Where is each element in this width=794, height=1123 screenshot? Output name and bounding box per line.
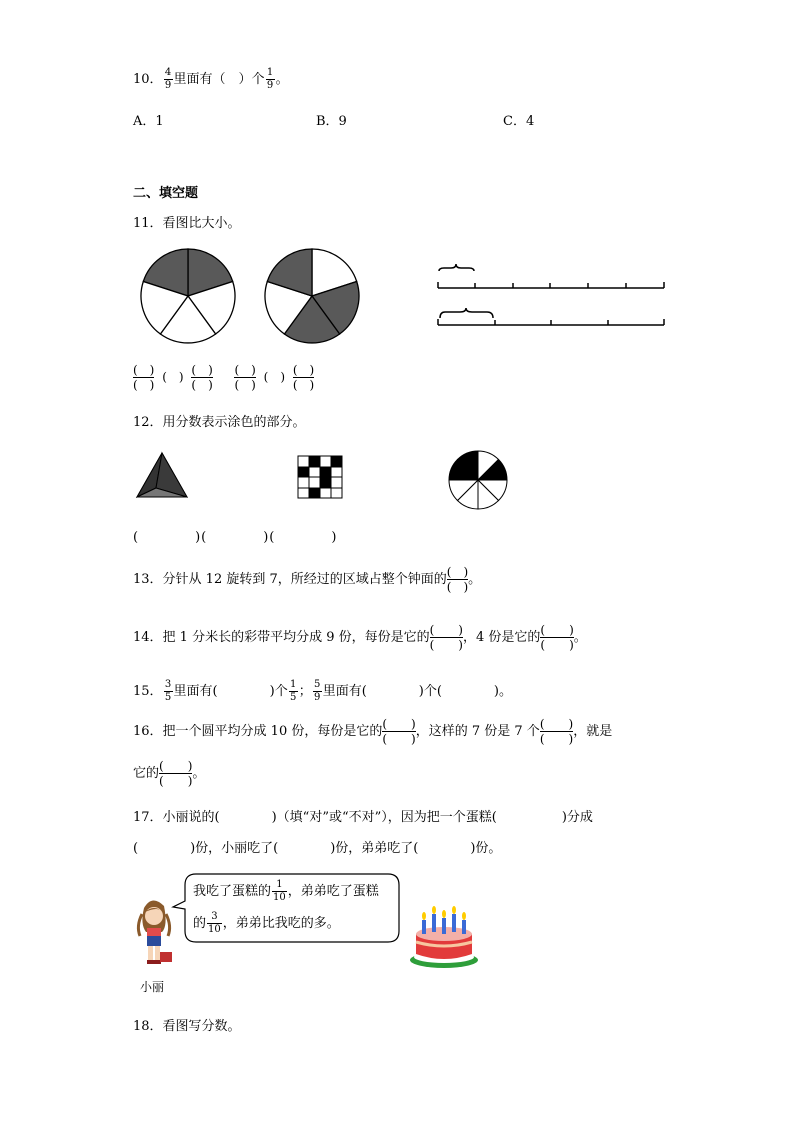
option-b[interactable]: B．9 — [316, 114, 347, 129]
segment-bars — [436, 268, 666, 332]
option-c[interactable]: C．4 — [503, 114, 535, 129]
fraction: $\frac{3}{10}$ — [208, 911, 221, 935]
q17-line1: 17．小丽说的( )（填“对”或“不对”），因为把一个蛋糕( )分成 — [133, 810, 593, 825]
circle-eighths-figure — [448, 450, 508, 510]
triangle-figure — [136, 452, 188, 498]
bubble-line2: 的 $\frac{3}{10}$ ，弟弟比我吃的多。 — [193, 911, 340, 935]
blank-fraction[interactable]: ( ) ( ) — [429, 623, 463, 652]
blank-fraction[interactable]: ( ) ( ) — [133, 363, 155, 392]
blank-fraction[interactable]: ( ) ( ) — [292, 363, 315, 392]
blank-fraction[interactable]: ( ) ( ) — [382, 717, 416, 746]
blank-fraction[interactable]: ( ) ( ) — [234, 363, 256, 392]
section-title: 二、填空题 — [133, 186, 199, 201]
q10-line: 10． $\frac{4}{9}$ 里面有（ ）个 $\frac{1}{9}$ 。 — [133, 67, 289, 91]
blank-fraction[interactable]: ( ) ( ) — [446, 565, 469, 594]
q13-line: 13．分针从 12 旋转到 7，所经过的区域占整个钟面的 ( ) ( ) 。 — [133, 565, 482, 594]
q12-answers[interactable]: ( )( )( ) — [133, 530, 338, 545]
fraction: $\frac{5}{9}$ — [314, 679, 321, 703]
blank-fraction[interactable]: ( ) ( ) — [191, 363, 213, 392]
blank-compare[interactable]: ( ) — [162, 370, 184, 384]
grid-figure — [297, 455, 343, 499]
blank-fraction[interactable]: ( ) ( ) — [159, 759, 193, 788]
option-a[interactable]: A．1 — [133, 114, 164, 129]
q16-line2: 它的 ( ) ( ) 。 — [133, 759, 206, 788]
pie-chart-left — [140, 248, 236, 344]
blank-fraction[interactable]: ( ) ( ) — [540, 623, 574, 652]
q15-line: 15． $\frac{3}{5}$ 里面有( )个 $\frac{1}{5}$ ； $\frac{5}{9}$ 里面有( )个( )。 — [133, 679, 513, 703]
fraction: $\frac{1}{9}$ — [266, 67, 274, 91]
blank-compare[interactable]: ( ) — [263, 370, 286, 384]
girl-name: 小丽 — [140, 980, 165, 994]
fraction: $\frac{3}{5}$ — [164, 679, 172, 703]
pie-chart-right — [264, 248, 360, 344]
q12-text: 12．用分数表示涂色的部分。 — [133, 415, 306, 430]
q18-text: 18．看图写分数。 — [133, 1019, 241, 1034]
blank-fraction[interactable]: ( ) ( ) — [539, 717, 574, 746]
q16-line1: 16．把一个圆平均分成 10 份，每份是它的 ( ) ( ) ，这样的 7 份是 7 个 ( ) ( ) ，就是 — [133, 717, 613, 746]
fraction: $\frac{4}{9}$ — [164, 67, 172, 91]
q17-line2: ( )份，小丽吃了( )份，弟弟吃了( )份。 — [133, 841, 502, 856]
bubble-line1: 我吃了蛋糕的 $\frac{1}{10}$ ，弟弟吃了蛋糕 — [193, 879, 379, 903]
q14-line: 14．把 1 分米长的彩带平均分成 9 份，每份是它的 ( ) ( ) ，4 份是它的 ( ) ( ) 。 — [133, 623, 587, 652]
q11-compare-row — [133, 364, 314, 391]
cake-illustration — [408, 902, 480, 970]
q11-text: 11．看图比大小。 — [133, 216, 241, 231]
fraction: $\frac{1}{10}$ — [273, 879, 286, 903]
fraction: $\frac{1}{5}$ — [290, 679, 297, 703]
